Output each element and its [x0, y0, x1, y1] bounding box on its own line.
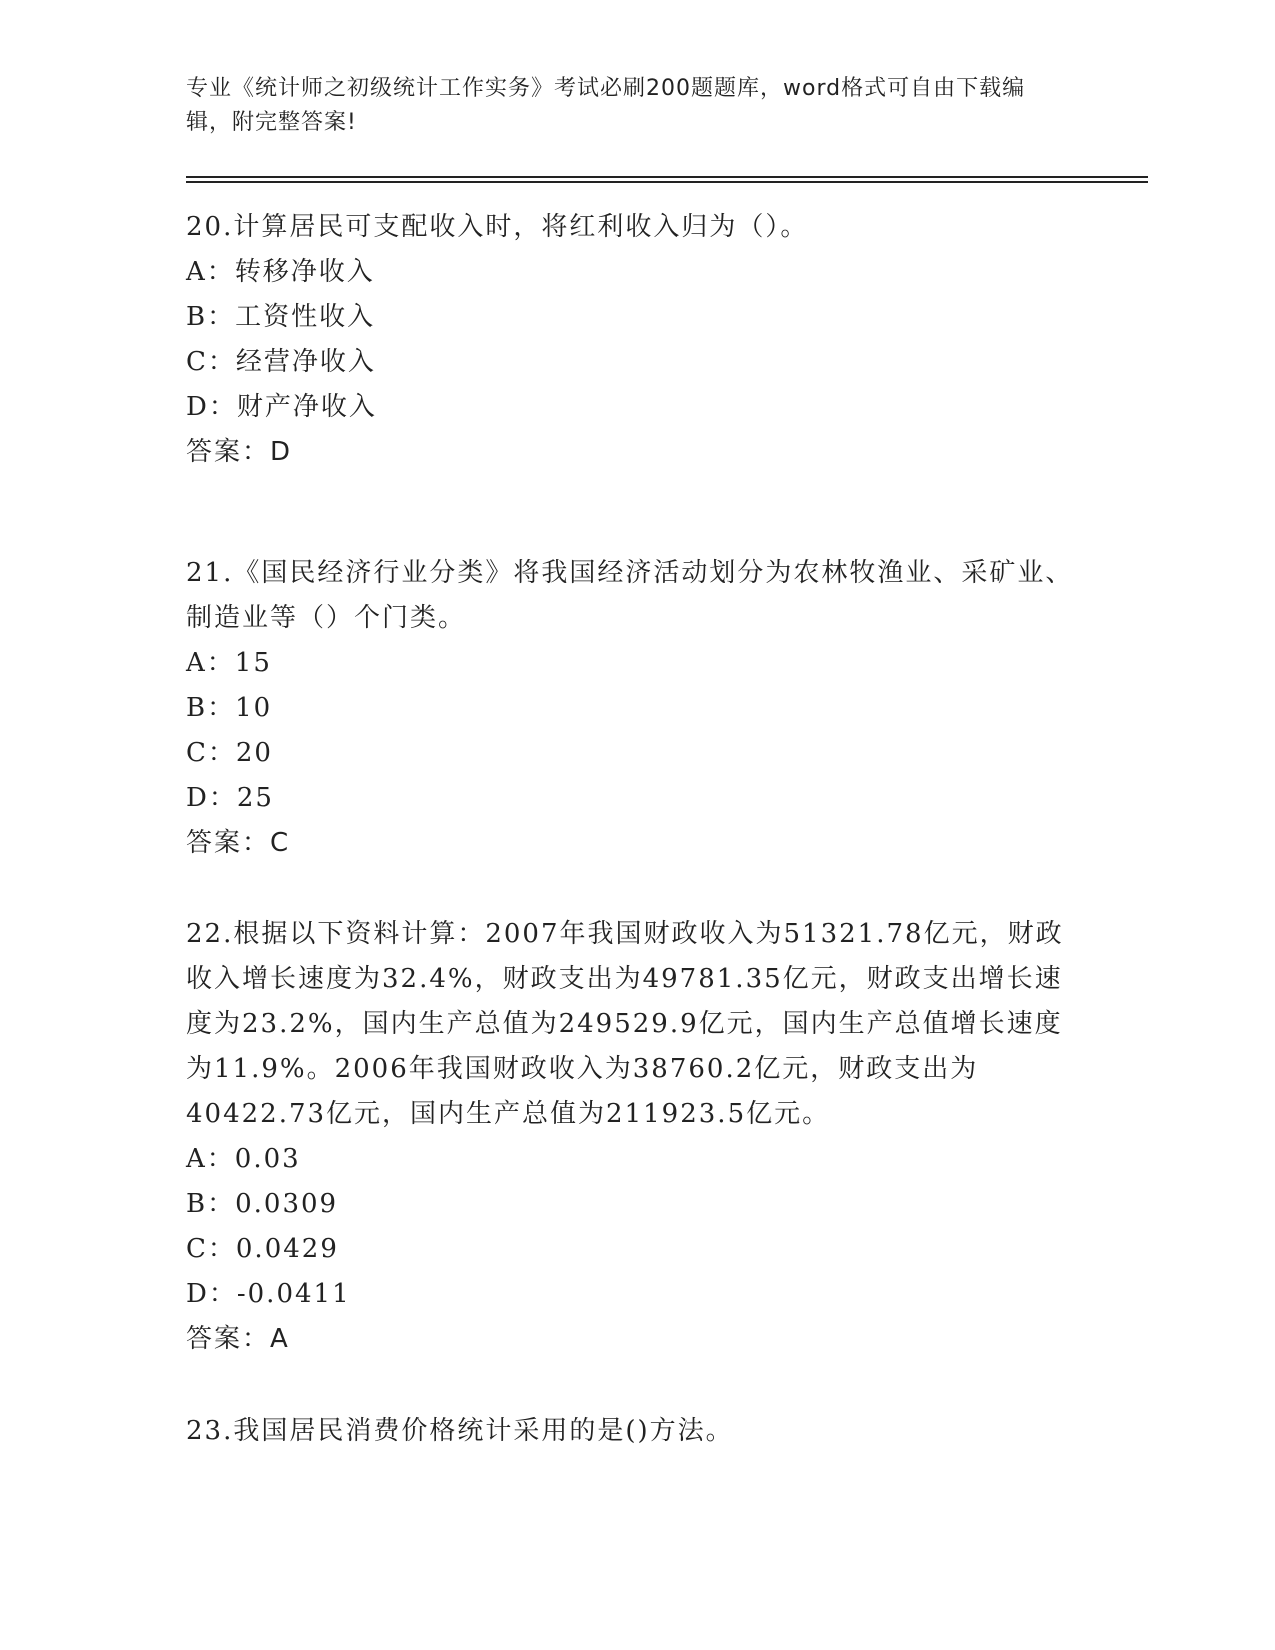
option-d: D：25 — [186, 783, 274, 813]
question-stem: 23.我国居民消费价格统计采用的是()方法。 — [186, 1416, 734, 1446]
question-stem: 22.根据以下资料计算：2007年我国财政收入为51321.78亿元，财政收入增长速度为32.4%，财政支出为49781.35亿元，财政支出增长速度为23.2%，国内生产总值为249529.9亿元，国内生产总值增长速度为11.9%。2006年我国财政收入为38760.2亿元，财政支出为40422.73亿元，国内生产总值为211923.5亿元。 — [186, 919, 1064, 1129]
question-20 — [186, 205, 1086, 475]
header-divider-bottom — [186, 181, 1148, 183]
question-23 — [186, 1409, 1086, 1454]
option-c: C：20 — [186, 738, 273, 768]
option-d: D：财产净收入 — [186, 392, 377, 422]
question-21 — [186, 551, 1086, 866]
option-d: D：-0.0411 — [186, 1279, 351, 1309]
answer: 答案：A — [186, 1324, 290, 1354]
answer: 答案：D — [186, 437, 293, 467]
option-b: B：0.0309 — [186, 1189, 339, 1219]
option-b: B：工资性收入 — [186, 302, 376, 332]
option-a: A：转移净收入 — [186, 257, 375, 287]
option-a: A：0.03 — [186, 1144, 301, 1174]
option-c: C：0.0429 — [186, 1234, 339, 1264]
question-stem: 20.计算居民可支配收入时，将红利收入归为（）。 — [186, 212, 809, 242]
option-c: C：经营净收入 — [186, 347, 376, 377]
answer: 答案：C — [186, 828, 291, 858]
header-divider-top — [186, 176, 1148, 178]
document-header: 专业《统计师之初级统计工作实务》考试必刷200题题库，word格式可自由下载编辑，附完整答案! — [186, 76, 1026, 135]
option-a: A：15 — [186, 648, 272, 678]
question-stem: 21.《国民经济行业分类》将我国经济活动划分为农林牧渔业、采矿业、制造业等（）个门类。 — [186, 558, 1074, 633]
question-22 — [186, 912, 1086, 1362]
option-b: B：10 — [186, 693, 273, 723]
